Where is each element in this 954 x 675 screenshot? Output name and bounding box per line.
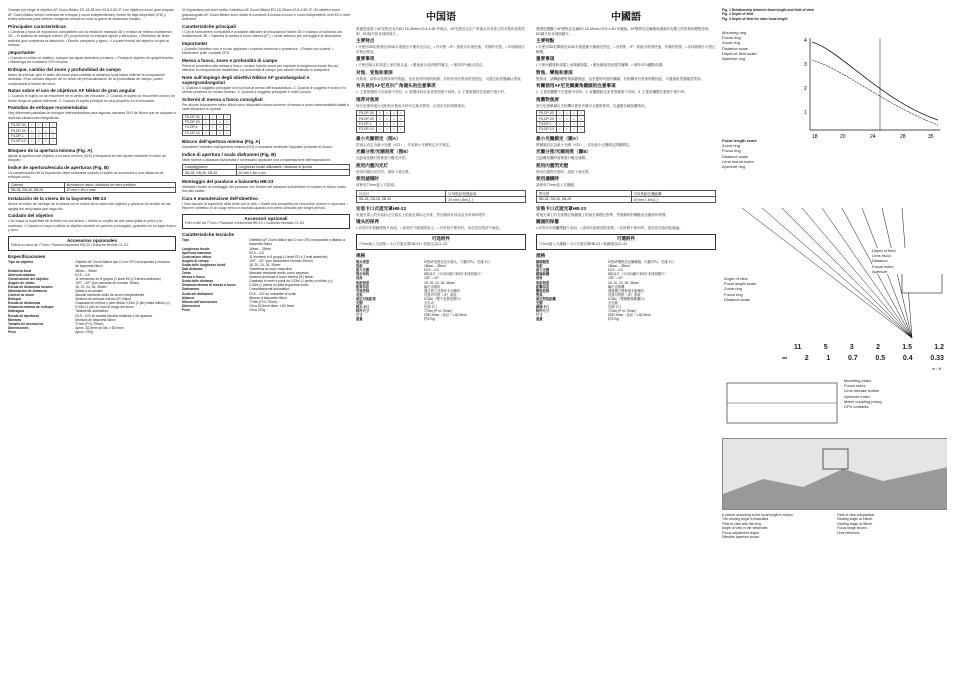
y-tick-label: 3: [804, 62, 807, 68]
it-notes-heading: Note sull'impiego degli obiettivi Nikkor AF grandangolari e supergrandangolari: [182, 74, 310, 85]
table-row: Abertura máxima f/3,5 – 4,5: [8, 272, 90, 277]
table-row: Cámara Iluminación hacia / distancia de fuera posibles: [9, 182, 176, 187]
it-infra-heading: Indice di apertura / scala diaframmi (Fig. B): [182, 151, 276, 157]
table-row: F4-DP-1 ○ ○ ○ ○: [357, 121, 405, 126]
fig-title-1: Fig. 1 Relationship between focal length and field of view: [722, 8, 814, 12]
table-row: 尺寸 約82.5mm（直徑）x 82.9mm: [536, 313, 651, 318]
caption-item: Distance: [872, 258, 888, 264]
caption-line: Field of view comparison.: [837, 513, 876, 517]
legend-item: Zoom ring: [722, 40, 741, 46]
table-row: 焦距 18mm – 35mm: [536, 264, 630, 269]
zh2-filter-heading: 使用濾鏡時: [536, 176, 559, 182]
zh2-spec-table: [536, 260, 716, 321]
table-row: 焦距刻度 18, 20, 24, 28, 35mm: [356, 280, 456, 285]
zh1-intro: 感谢您选购了AF变焦尼克尔ED 18-35mm f/3.5-4.5D IF镜头。AF变焦尼克尔广角镜头具有独立的对焦和变焦控制、ED镜片和非球面镜片。: [356, 27, 525, 36]
it-flash-table: [182, 164, 350, 176]
sample-photo: [722, 438, 947, 510]
bottom-caption-left: [722, 513, 832, 539]
table-row: 變焦控制 通過獨立變焦環手動操作: [536, 288, 645, 293]
table-row: 闪光灯 可用焦距/拍摄距离: [357, 190, 526, 196]
caption-line: Viewing angle at 18mm.: [837, 517, 874, 522]
table-row: Lunghezza focale 18mm – 35mm: [182, 246, 272, 251]
zh2-care-text: • 切勿用手指觸摸鏡片表面。• 請用吹氣刷清除灰塵。• 長時間不使用時，請存放在陰涼乾燥處。: [536, 226, 683, 231]
legend-item: Mounting ring: [722, 30, 747, 35]
it-spec-heading: Caratteristiche tecniche: [182, 232, 235, 238]
zh1-use-text: 使用内置闪光灯时，请取下遮光罩。: [356, 169, 412, 174]
caption-item: Lens hood: [872, 253, 891, 259]
table-row: 鏡頭結構 8組11片（1片ED鏡片和3片非球面鏡片）: [536, 272, 668, 277]
es-hood-heading: Instalación de la visera de la bayoneta HB-23: [8, 196, 107, 202]
table-row: 镜头卡口 尼康卡口: [356, 305, 438, 310]
table-row: Apertura massima f/3,5 – 4,5: [182, 250, 264, 255]
table-row: Dimensiones Aprox. 82,5mm de diá. x 82,9mm: [8, 325, 124, 330]
legend-item: Distance scale: [722, 153, 749, 159]
chinese-traditional-column: [536, 8, 716, 321]
distance-scale-top: 11 5 3 2 1.5 1.2: [794, 344, 944, 351]
es-flash-heading: Pantallas de enfoque recomendadas: [8, 105, 88, 110]
table-row: Distancia focal 18mm – 35mm: [8, 268, 98, 273]
figure-titles: [722, 8, 947, 21]
caption-line: Focus adjustment region.: [722, 530, 761, 535]
it-accessories-box: [182, 214, 350, 230]
zh1-title: 中国语: [426, 12, 456, 23]
zh2-flash-heading: 推薦對焦屏: [536, 96, 559, 102]
zh1-accessories-title: 可选附件: [431, 235, 451, 241]
it-features-heading: Caratteristiche principali: [182, 23, 236, 29]
it-notes: 1. Quando il soggetto principale non si trova al centro dell'inquadratura. 2. Quando il soggetto è vicino e lo sfondo presenta un motivo diverso. 3. Quando il soggetto principale è molto piccolo.: [182, 85, 347, 94]
caption-line: Focus range shown.: [837, 526, 868, 531]
table-row: F3-DP-10 ○ ○ ○ ○: [183, 130, 231, 135]
caption-line: Field of view with this lens.: [722, 521, 763, 526]
it-flash-text: Per alcune fotocamere reflex Nikon sono disponibili diversi schermi di messa a fuoco intercambiabili adatti a varie situazioni di ripresa.: [182, 102, 350, 111]
table-row: SB-28, SB-26, SB-25 20 mm 1,5m o más: [9, 187, 176, 192]
es-focus-text: Antes de enfocar, gire el anillo del zoom para cambiar la distancia focal hasta obtener la composición deseada. Si su cámara dispone de un botón de previsualización de la profundidad de campo, podrá comprobarla a través del visor.: [8, 72, 165, 86]
table-row: Scala dei diaframmi f/3,5 – f/22 su entrambe le scale: [182, 291, 297, 296]
table-row: 视角 100° – 62°: [356, 276, 440, 281]
legend-item: Meter coupling prong: [844, 398, 882, 404]
it-accessories-text: Filtri a vite da 77mm • Paraluce a baionetta HB-23 • Custodia morbida CL-S2: [185, 220, 305, 225]
table-row: Montura Montura de bayoneta Nikon: [8, 317, 116, 322]
caption-item: Focal length scale: [724, 281, 757, 287]
table-row: Escala de distancias focales 18, 20, 24, 28, 35mm: [8, 284, 107, 289]
table-row: F3-DP-10 ○ ○ ○ ○: [357, 127, 405, 132]
table-row: F5-DP-20 ○ ○ ○ ○: [9, 128, 57, 133]
x-tick-label: 20: [840, 134, 846, 140]
es-care-text: • No toque la superficie de la lente con los dedos. • Utilice un cepillo de aire para quitar el polvo y la suciedad. • Cuando no vaya a utilizar el objetivo durante un período prolongado, guárdelo en un lugar fresco y seco.: [8, 219, 176, 233]
legend-item: Zoom ring: [722, 143, 741, 149]
table-row: SB-28, SB-26, SB-25 20 mm 1.5m以上: [537, 196, 716, 202]
x-tick-label: 18: [812, 134, 818, 140]
it-notice-heading: Importante!: [182, 40, 208, 46]
legend-item: Aperture ring: [722, 56, 746, 62]
it-infra-text: Nelle riprese a distanza ravvicinata è necessario applicare una compensazione dell'esposizione.: [182, 157, 332, 162]
table-row: 對焦 尼康內對焦（IF）系統: [536, 292, 641, 297]
zh1-flash-text: 部分尼康单镜反光相机可使用多种可互换对焦屏，以适应各种拍摄情况。: [356, 103, 468, 108]
table-row: 尺寸 约82.5mm（直径）x 82.9mm: [356, 313, 467, 318]
table-row: Dati distanza Trasmessi al corpo macchina: [182, 267, 292, 271]
table-row: F4-DP-1 ○ ○ ○ ○: [183, 125, 231, 130]
caption-item: Angle of view: [724, 276, 748, 281]
zh1-infra-text: 近距离拍摄时需要进行曝光补偿。: [356, 156, 409, 161]
zh2-screen-table: [536, 110, 585, 133]
zh2-hood-heading: 安裝卡口式遮光罩HB-23: [536, 205, 587, 211]
it-intro: Vi ringraziamo per aver scelto l'obiettivo AF Zoom-Nikkor ED 18-35mm f/3.5-4.5D IF. Gli obiettivi zoom grandangolari AF Zoom-Nikkor sono dotati di comandi di messa a fuoco e zoom indipendenti, lenti ED e lenti asferiche.: [182, 8, 350, 21]
table-row: Lampeggiatore Lunghezza focale utilizzabile / distanza di ripresa: [183, 165, 350, 170]
zh2-notice: • 不使用鏡頭時請蓋上前後鏡頭蓋。• 避免鏡頭受到強烈撞擊。• 保持CPU觸點清潔。: [536, 63, 666, 67]
legend-item: Aperture index: [844, 393, 871, 399]
es-spec-table: [8, 260, 176, 334]
zh2-focus-heading: 對焦、變焦和景深: [536, 69, 573, 75]
zh2-accessories-box: [536, 234, 716, 251]
table-row: F4-DP-1 ○ ○ ○ ○: [9, 133, 57, 138]
zh2-infra-text: 近距離拍攝時需要進行曝光補償。: [536, 156, 589, 161]
zh1-focus-heading: 对焦、变焦和景深: [356, 69, 393, 75]
table-row: Angolo di campo 100° – 62° (con fotocamere formato 35mm): [182, 258, 313, 263]
legend-item: Aperture ring: [722, 164, 746, 170]
zh1-infra-heading: 光圈分度/光圈刻度（图B）: [356, 149, 412, 155]
legend-item: Lens mount index: [722, 158, 754, 164]
table-row: F5-DP-20 ○ ○ ○ ○: [357, 116, 405, 121]
it-screen-table: [182, 114, 231, 137]
es-vign-text: Ajuste la apertura del objetivo a su valor mínimo (f/22) y bloquéela en ese ajuste mediante el botón de bloqueo.: [8, 153, 167, 163]
zh2-flash-table: [536, 190, 716, 203]
es-infra-text: La compensación de la exposición debe realizarse cuando el sujeto se encuentra a una distancia de enfoque corta.: [8, 170, 164, 180]
zh1-features-heading: 主要特点: [356, 38, 375, 43]
zh2-hood-text: 將遮光罩上的安裝標記與鏡頭上的遮光罩標記對準，然後順時針轉動直至聽到咔嗒聲。: [536, 212, 669, 217]
es-flash-table: [8, 182, 176, 194]
caption-line: Lens reference.: [837, 530, 861, 535]
bottom-legend: [844, 378, 947, 409]
es-notes-heading: Notas sobre el uso de objetivos AF Nikkor de gran angular: [8, 88, 136, 93]
caption-line: Effective aperture shown.: [722, 535, 761, 540]
it-accessories-title: Accessori opzionali: [244, 215, 288, 221]
zh1-spec-heading: 规格: [356, 253, 366, 259]
es-intro: Gracias por elegir el objetivo AF Zoom-Nikkor ED 18-35 mm f/3.5-4.5D IF. Los objetivos zoom gran angular AF Zoom-Nikkor tienen controles de enfoque y zoom independientes, lentes de baja dispersión (ED) y lentes asféricas para obtener imágenes nítidas en toda la gama de distancias focales.: [8, 8, 174, 21]
zh1-filter-heading: 使用滤镜时: [356, 176, 379, 182]
table-row: 重量 约370g: [356, 317, 435, 322]
es-notes: 1. Cuando el sujeto no se encuentre en el centro del encuadre. 2. Cuando el sujeto se encuentre cerca y de fondo tenga un patrón diferente. 3. Cuando el sujeto principal es muy pequeño en el encuadre.: [8, 94, 176, 103]
x-tick-label: 35: [928, 134, 934, 140]
zh2-notice-heading: 重要事項: [536, 56, 555, 61]
it-focus-text: Prima di procedere alla messa a fuoco, ruotare l'anello zoom per regolare la lunghezza focale fino ad ottenere la composizione desiderata. La profondità di campo può essere verificata in anteprima.: [182, 63, 339, 72]
figures-column: [722, 8, 947, 668]
legend-item: Distance scale: [722, 45, 749, 51]
y-tick-label: 4: [804, 38, 807, 44]
es-screen-table: [8, 122, 57, 145]
y-tick-label: 1: [804, 110, 807, 116]
fig-title-3: Fig. 3 Depth of field for each focal length: [722, 16, 788, 21]
zh2-accessories-title: 可選附件: [616, 235, 636, 241]
table-row: Tamaño de accesorios 77mm (P=0,75mm): [8, 321, 104, 326]
table-row: SB-28, SB-26, SB-25 20 mm 1.5m以上: [357, 196, 526, 202]
es-hood-text: Alinee el índice de montaje de la visera con el índice de la visera del objetivo y gírela en el sentido de las agujas del reloj hasta que haga clic.: [8, 202, 171, 211]
table-row: Peso Circa 370g: [182, 307, 266, 312]
table-row: F5-DP-20 ○ ○ ○ ○: [537, 116, 585, 121]
table-row: SB-28, SB-26, SB-25 20 mm 1,5m o più: [183, 170, 350, 175]
zh1-vign-text: 将镜头设定为最小光圈（f/22），并用最小光圈锁定开关锁定。: [356, 142, 453, 147]
table-row: 镜头类型 D型AF变焦尼克尔镜头，内置CPU，尼康卡口: [356, 260, 491, 265]
table-row: Escala de distancias Graduada en metros y pies desde 0,33m (1 pie) hasta infinito (∞): [8, 301, 171, 306]
table-row: Misura dell'accessorio 77mm (P=0,75mm): [182, 299, 278, 304]
spanish-column: [8, 8, 176, 334]
table-row: Ángulo de visión 100° – 62° (con cámaras de formato 35mm): [8, 280, 140, 285]
table-row: Distanza minima di messa a fuoco 0,33m (1 piede) su tutta la gamma zoom: [182, 283, 309, 288]
it-vign-text: Impostare l'obiettivo sull'apertura minima (f/22) e bloccarla mediante l'apposito pulsante di blocco.: [182, 145, 334, 150]
it-spec-table: [182, 238, 350, 312]
zh2-features: • 可使用3D矩陣測光和3D多重感應平衡補充閃光。• 內對焦（IF）系統可實現快速、安靜的對焦。• 非球面鏡片可校正畸變。: [536, 45, 716, 54]
table-row: 焦距刻度 18, 20, 24, 28, 35mm: [536, 280, 640, 285]
it-hood-heading: Montaggio del paraluce a baionetta HB-23: [182, 178, 274, 184]
diagram-curve-1: [812, 42, 938, 120]
table-row: Tipo de objetivo Objetivo AF Zoom-Nikkor tipo D con CPU incorporada y montura de bayoneta Nikon: [8, 260, 170, 269]
table-row: Messa a fuoco Sistema di messa a fuoco interna (IF) Nikon: [182, 275, 314, 280]
es-focus-heading: Enfoque, cambio del zoom y profundidad de campo: [8, 66, 121, 72]
zh1-use-heading: 使用内置闪光灯: [356, 162, 389, 168]
table-row: 附件尺寸 77mm (P=0.75mm): [536, 309, 637, 314]
table-row: Dimensioni Circa 82,5mm diam. x 82,9mm: [182, 303, 295, 308]
es-flash-text: Hay diferentes pantallas de enfoque intercambiables para algunas cámaras SLR de Nikon que se adaptan a diversas situaciones fotográficas.: [8, 111, 176, 120]
photo-frame-marker: [823, 449, 848, 469]
table-row: 焦距 18mm – 35mm: [356, 264, 446, 269]
es-notice: • Cuando no utilice el objetivo, coloque las tapas delantera y trasera. • Proteja el objetivo de golpes fuertes. • Mantenga los contactos CPU limpios.: [8, 55, 175, 64]
table-row: 鏡頭卡口 尼康卡口: [536, 305, 622, 310]
es-accessories-title: Accesorios opcionales: [66, 237, 118, 243]
top-legend: [722, 30, 792, 61]
table-row: 最大光圈 f/3.5 – 4.5: [536, 268, 623, 273]
table-row: 最近對焦距離 0.33m（整個變焦範圍內）: [536, 296, 647, 301]
es-accessories-box: [8, 236, 176, 252]
zh2-care-heading: 鏡頭的保養: [536, 219, 559, 225]
zh1-care-heading: 镜头的保养: [356, 219, 379, 225]
zh1-features: • 可使用3D矩阵测光和3D多重感应平衡补充闪光。• 内对焦（IF）系统可实现快速、安静的对焦。• 非球面镜片可校正畸变。: [356, 45, 526, 54]
zh2-spec-heading: 規格: [536, 253, 546, 259]
table-row: 最近对焦距离 0.33m（整个变焦范围内）: [356, 296, 463, 301]
zh2-intro: 感謝您選購了AF變焦尼克爾ED 18-35mm f/3.5-4.5D IF鏡頭。AF變焦尼克爾廣角鏡頭具有獨立的對焦和變焦控制、ED鏡片和非球面鏡片。: [536, 27, 712, 36]
zh2-vign-heading: 最小光圈鎖定（圖A）: [536, 135, 581, 141]
zh2-focus-text: 對焦前，請轉動變焦環調節焦距，直至獲得所需的構圖。若相機具有景深預覽按鈕，可通過取景器確認景深。: [536, 76, 704, 81]
mid-legend: [722, 138, 802, 169]
photo-landscape: [723, 467, 947, 509]
zh2-vign-text: 將鏡頭設定為最小光圈（f/22），並用最小光圈鎖定開關鎖定。: [536, 142, 633, 147]
table-row: Scala delle lunghezze focali 18, 20, 24, 28, 35mm: [182, 262, 281, 267]
legend-item: CPU contacts: [844, 404, 869, 410]
table-row: 視角 100° – 62°: [536, 276, 624, 281]
caption-line: The viewing angle is illustrated.: [722, 517, 770, 522]
zh1-flash-table: [356, 190, 526, 203]
table-row: 閃光燈 可用焦距/拍攝距離: [537, 190, 716, 196]
es-notice-heading: ¡Importante!: [8, 49, 35, 55]
table-row: Información de distancia Salida a la cámara: [8, 289, 103, 293]
table-row: 最大光圈 f/3.5 – 4.5: [356, 268, 439, 273]
table-row: 变焦控制 通过独立变焦环手动操作: [356, 288, 461, 293]
zh1-hood-heading: 安装卡口式遮光罩HB-23: [356, 205, 407, 211]
table-row: Attacco Attacco a baionetta Nikon: [182, 295, 287, 300]
table-row: 对焦 尼康内对焦（IF）系统: [356, 292, 457, 297]
scale-units: m / ft: [932, 366, 941, 371]
zh2-title: 中國語: [611, 12, 641, 23]
legend-item: Focus ring: [722, 35, 741, 41]
table-row: 距离信息 输出至相机: [356, 284, 441, 289]
diagram-axes: [810, 38, 940, 130]
table-row: Costruzione ottica 11 elementi in 8 gruppi (1 lente ED e 3 lenti asferiche): [182, 254, 328, 259]
zh2-use-heading: 使用內置閃光燈: [536, 162, 569, 168]
zh1-screen-table: [356, 110, 405, 133]
caption-item: Focus ring: [724, 291, 743, 297]
table-row: Construcción del objetivo 11 elementos en 8 grupos (1 lente ED y 3 lentes asféricas): [8, 276, 161, 281]
table-row: F3-DP-10 ○ ○ ○ ○: [537, 127, 585, 132]
caption-line: A picture according to the focal length is shown.: [722, 513, 794, 517]
table-row: 镜头结构 8组11片（1片ED镜片和3片非球面镜片）: [356, 272, 484, 277]
table-row: F5-DP-30 ○ ○ ○ ○: [183, 114, 231, 119]
table-row: Control de zoom Manual mediante anillo de zoom independiente: [8, 293, 145, 298]
it-care-text: • Non toccare la superficie della lente con le dita. • Usare una pompetta per rimuovere polvere e sporcizia. • Riporre l'obiettivo in un luogo fresco e asciutto quando non viene utilizzato per lunghi periodi.: [182, 201, 349, 211]
table-row: Zoom Manuale mediante anello zoom separato: [182, 271, 309, 276]
zh1-filter-text: 请使用77mm旋入式滤镜。: [356, 183, 398, 188]
mid-caption-left: [724, 276, 784, 302]
legend-item: Mounting index: [844, 378, 872, 383]
it-flash-heading: Schermi di messa a fuoco consigliati: [182, 96, 263, 102]
table-row: F4-DP-1 ○ ○ ○ ○: [537, 121, 585, 126]
table-row: 附件尺寸 77mm (P=0.75mm): [356, 309, 453, 314]
es-infra-heading: Índice de apertura/escala de aperturas (Fig. B): [8, 164, 109, 170]
table-row: F5-DP-30 ○ ○ ○ ○: [537, 111, 585, 116]
table-row: F5-DP-30 ○ ○ ○ ○: [357, 111, 405, 116]
caption-item: Focus index: [872, 263, 894, 269]
table-row: 距離信息 輸出至相機: [536, 284, 625, 289]
caption-item: Aperture: [872, 268, 888, 274]
mid-caption-right: [872, 248, 947, 274]
zh1-notice: • 不使用镜头时请盖上前后镜头盖。• 避免镜头受到强烈撞击。• 保持CPU触点清洁。: [356, 63, 486, 67]
table-row: Diaframma Completamente automatico: [182, 287, 290, 292]
table-row: Tipo Obiettivo AF Zoom-Nikkor tipo D con CPU incorporata e attacco a baionetta Nikon: [182, 238, 346, 247]
focal-length-curve-diagram: [800, 30, 945, 140]
zh1-focus-text: 对焦前，请转动变焦环调节焦距，直至获得所需的构图。若相机具有景深预览按钮，可通过取景器确认景深。: [356, 76, 524, 81]
table-row: F5-DP-30 ○ ○ ○ ○: [9, 123, 57, 128]
table-row: F3-DP-10 ○ ○ ○ ○: [9, 139, 57, 144]
x-tick-label: 28: [900, 134, 906, 140]
bottom-caption-right: [837, 513, 947, 535]
zh2-accessories-text: 77mm旋入式濾鏡 • 卡口式遮光罩HB-23 • 軟鏡頭袋CL-S2: [539, 241, 628, 246]
table-row: 光圈 全自动: [356, 301, 434, 305]
zh1-spec-table: [356, 260, 526, 321]
caption-item: Zoom ring: [724, 286, 743, 292]
mid-legend-title: Focal length scale: [722, 138, 757, 143]
zh2-flash-text: 部分尼康單鏡反光相機可使用多種可互換對焦屏，以適應各種拍攝情況。: [536, 103, 648, 108]
zh2-notes-heading: 有關使用AF尼克爾廣角鏡頭的注意事項: [536, 83, 616, 88]
it-features: • Con le fotocamere compatibili è possibile utilizzare la misurazione Matrix 3D e il lampo di schiarita con multisensore 3D. • Sistema di messa a fuoco interna (IF). • Lente asferica per correggere la distorsione.: [182, 29, 343, 38]
zh1-notes: 1. 主要被摄体不在画面中央时。2. 被摄体较近而背景图案不同时。3. 主要被摄体在画面中很小时。: [356, 90, 508, 94]
legend-item: Depth-of-field scale: [722, 50, 757, 56]
zh2-features-heading: 主要特點: [536, 38, 555, 43]
zh1-notes-heading: 有关使用AF尼克尔广角镜头的注意事项: [356, 83, 436, 88]
zh1-flash-heading: 推荐对焦屏: [356, 96, 379, 102]
zh1-care-text: • 切勿用手指触摸镜片表面。• 请用吹气刷清除灰尘。• 长时间不使用时，请存放在阴凉干燥处。: [356, 226, 503, 231]
it-notice: • Quando l'obiettivo non è in uso applicare i coperchi anteriore e posteriore. • Evitare urti violenti. • Mantenere puliti i contatti CPU.: [182, 46, 334, 55]
diagram-curve-2: [812, 60, 938, 125]
zh1-hood-text: 将遮光罩上的安装标记与镜头上的遮光罩标记对准，然后顺时针转动直至听到咔嗒声。: [356, 212, 489, 217]
lens-mount-diagram: [722, 378, 842, 428]
table-row: F5-DP-20 ○ ○ ○ ○: [183, 119, 231, 124]
es-features-heading: Principales características: [8, 23, 66, 29]
x-tick-label: 24: [870, 134, 876, 140]
caption-item: Distance scale: [724, 296, 751, 302]
it-focus-heading: Messa a fuoco, zoom e profondità di campo: [182, 57, 278, 63]
zh2-use-text: 使用內置閃光燈時，請取下遮光罩。: [536, 169, 592, 174]
caption-line: Angle of view in the viewfinder.: [722, 526, 769, 531]
chinese-simplified-column: [356, 8, 526, 321]
zh1-accessories-box: [356, 234, 526, 251]
zh1-accessories-text: 77mm旋入式滤镜 • 卡口式遮光罩HB-23 • 软镜头袋CL-S2: [359, 241, 448, 246]
fig-title-2: Fig. 2 Depth of field: [722, 12, 754, 17]
legend-item: Lens release button: [844, 388, 880, 394]
es-spec-heading: Especificaciones: [8, 254, 46, 260]
zh1-notice-heading: 重要事项: [356, 56, 375, 61]
table-row: Distancia mínima de enfoque 0,33m (1 pie) en todo el rango del zoom: [8, 305, 134, 310]
table-row: Scala delle distanze Graduata in metri e piedi da 0,33m (1 piede) a infinito (∞): [182, 279, 333, 284]
it-vign-heading: Blocco dell'apertura minima (Fig. A): [182, 139, 261, 145]
table-row: Escala de aperturas f/3,5 – f/22 en ambas escalas estándar y de apertura: [8, 313, 153, 318]
es-accessories-text: Filtros a rosca de 77mm • Parasol bayoneta HB-23 • Estuche flexible CL-S2: [11, 242, 129, 247]
table-row: 光圈 全自動: [536, 301, 618, 305]
zh2-filter-text: 請使用77mm旋入式濾鏡。: [536, 183, 578, 188]
caption-item: Depth of field: [872, 248, 896, 253]
legend-item: Focus index: [844, 383, 866, 389]
it-care-heading: Cura e manutenzione dell'obiettivo: [182, 195, 258, 201]
y-tick-label: 2: [804, 86, 807, 92]
es-features: • Cámaras y tipos de exposición compatibles con la medición matricial 3D y el flash de relleno multisensor 3D. • El sistema de enfoque interno (IF) proporciona un enfoque rápido y silencioso. • Elemento de lente asférica que compensa la distorsión. • Diseño compacto y ligero. • La parte frontal del objetivo no gira al enfocar.: [8, 29, 173, 47]
table-row: 鏡頭類型 D型AF變焦尼克爾鏡頭，內置CPU，尼康卡口: [536, 260, 675, 265]
caption-line: Viewing angle at 35mm.: [837, 521, 874, 526]
legend-item: Focus ring: [722, 148, 741, 154]
table-row: Peso Aprox. 370g: [8, 329, 93, 334]
es-care-heading: Cuidado del objetivo: [8, 213, 54, 219]
es-vign-heading: Bloqueo de la apertura mínima (Fig. A): [8, 147, 93, 153]
italian-column: [182, 8, 350, 312]
table-row: Enfoque Sistema de enfoque interno (IF) Nikon: [8, 297, 131, 302]
table-row: Diafragma Totalmente automático: [8, 309, 109, 314]
zh1-vign-heading: 最小光圈锁定（图A）: [356, 135, 401, 141]
table-row: 重量 約370g: [536, 317, 619, 322]
it-hood-text: Allineare l'indice di montaggio del paraluce con l'indice del paraluce sull'obiettivo e ruotarlo in senso orario fino allo scatto.: [182, 184, 347, 194]
zh2-notes: 1. 主要被攝體不在畫面中央時。2. 被攝體較近而背景圖案不同時。3. 主要被攝體在畫面中很小時。: [536, 90, 688, 94]
zh2-infra-heading: 光圈分度/光圈刻度（圖B）: [536, 149, 592, 155]
distance-scale-bottom: ∞ 2 1 0.7 0.5 0.4 0.33: [782, 355, 944, 362]
sample-photo-illustration: [723, 439, 947, 509]
